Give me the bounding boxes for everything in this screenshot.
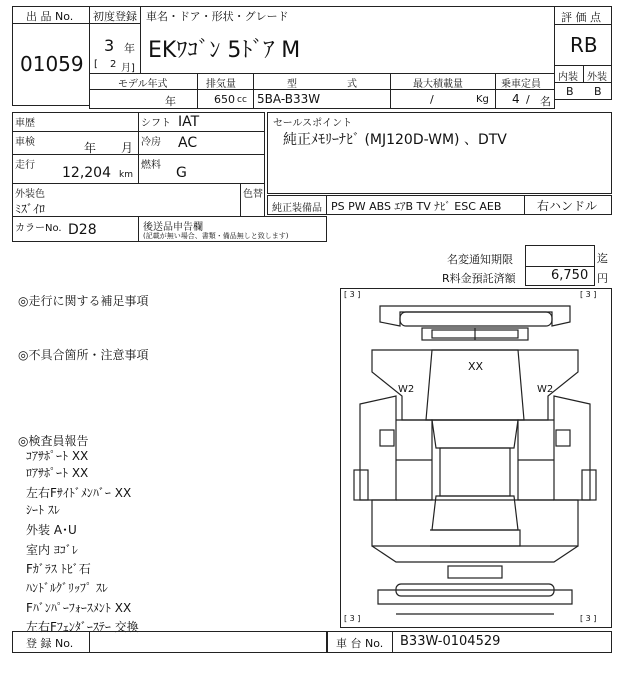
rear-body (372, 500, 578, 546)
rear-bumper (378, 590, 572, 604)
model-label-2: 式 (347, 79, 357, 90)
registration-label: 登 録 No. (26, 637, 74, 650)
license-plate (448, 566, 502, 578)
report-line: ﾊﾝﾄﾞﾙｸﾞﾘｯﾌﾟ ｽﾚ (26, 581, 108, 595)
name-change-label: 名変通知期限 (447, 253, 513, 266)
shift-label: シフト (141, 118, 171, 129)
roof (440, 448, 510, 496)
corner-label-top-right: [ 3 ] (580, 290, 597, 299)
shift-value: IAT (178, 114, 200, 130)
fuel-label: 燃料 (141, 160, 161, 171)
mileage-value: 12,204 (62, 165, 111, 181)
displacement-unit: cc (237, 95, 247, 105)
report-line: 左右Fﾌｪﾝﾀﾞｰｽﾃｰ 交換 (26, 620, 139, 634)
model-label: 型 (287, 79, 297, 90)
report-line: 左右Fｻｲﾄﾞﾒﾝﾊﾞｰ XX (26, 486, 132, 500)
car-name-label: 車名・ドア・形状・グレード (146, 10, 289, 23)
report-line: Fﾊﾞﾝﾊﾟｰﾌｫｰｽﾒﾝﾄ XX (26, 601, 132, 615)
right-step (582, 470, 596, 500)
right-mirror (556, 430, 570, 446)
left-body (360, 396, 396, 500)
lot-label: 出 品 No. (26, 10, 74, 23)
capacity-unit: 名 (540, 95, 551, 108)
inspection-month: 月 (121, 141, 134, 155)
fuel-value: G (176, 165, 187, 181)
first-reg-month: 2 (110, 59, 117, 70)
eval-label: 評 価 点 (561, 11, 601, 24)
exterior-label: 外装 (587, 72, 607, 83)
inspection-label: 車検 (15, 137, 35, 148)
equipment-label: 純正装備品 (272, 203, 322, 214)
first-reg-month-unit: 月] (121, 63, 135, 74)
report-line: Fｶﾞﾗｽ ﾄﾋﾞ石 (26, 562, 91, 576)
model-year-unit: 年 (165, 95, 176, 108)
exterior-grade: B (594, 85, 602, 98)
front-bumper-inner (400, 312, 552, 326)
load-slash: / (430, 93, 434, 106)
interior-grade: B (566, 85, 574, 98)
first-reg-label: 初度登録 (93, 10, 137, 23)
hood-damage-mark: XX (468, 360, 484, 373)
color-no-value: D28 (68, 222, 97, 238)
car-name: EKﾜｺﾞﾝ 5ﾄﾞｱ M (148, 38, 301, 63)
first-reg-month-open: [ (94, 59, 98, 70)
mileage-label: 走行 (15, 160, 35, 171)
report-line: 外装 A･U (26, 523, 77, 537)
displacement-label: 排気量 (206, 79, 236, 90)
max-load-label: 最大積載量 (413, 79, 463, 90)
recycle-unit: 円 (597, 272, 608, 285)
color-value: ﾐｽﾞｲﾛ (15, 202, 46, 216)
first-reg-year-unit: 年 (124, 42, 135, 55)
color-change-label: 色替 (243, 189, 263, 200)
capacity-label: 乗車定員 (501, 79, 541, 90)
first-reg-year: 3 (104, 36, 115, 55)
name-change-unit: 迄 (597, 252, 608, 265)
rear-hatch (430, 530, 520, 546)
mileage-unit: km (119, 170, 133, 180)
displacement-value: 650 (214, 93, 235, 106)
sales-point-title: セールスポイント (273, 118, 353, 129)
sales-point-text: 純正ﾒﾓﾘｰﾅﾋﾞ (MJ120D-WM) 、DTV (283, 132, 507, 148)
corner-label-bottom-right: [ 3 ] (580, 614, 597, 623)
report-line: ｺｱｻﾎﾟｰﾄ XX (26, 449, 89, 463)
left-mirror (380, 430, 394, 446)
model-year-label: モデル年式 (118, 79, 168, 90)
corner-label-top-left: [ 3 ] (344, 290, 361, 299)
history-label: 車歴 (15, 118, 35, 129)
color-label: 外装色 (15, 189, 45, 200)
model-code: 5BA-B33W (257, 92, 321, 106)
declaration-note: (記載が無い場合、書類・備品無しと致します) (143, 232, 289, 240)
left-step (354, 470, 368, 500)
inspection-year: 年 (84, 141, 97, 155)
chassis-number: B33W-0104529 (400, 634, 501, 649)
left-damage-mark: W2 (398, 384, 415, 395)
driving-notes-title: ◎走行に関する補足事項 (18, 294, 149, 308)
defects-title: ◎不具合箇所・注意事項 (18, 348, 149, 362)
capacity-value: 4 (512, 92, 520, 106)
rear-fenders (372, 546, 578, 562)
capacity-sep: / (526, 93, 530, 106)
eval-score: RB (570, 33, 598, 57)
chassis-label: 車 台 No. (336, 637, 384, 650)
windshield (432, 420, 518, 448)
lot-number: 01059 (20, 52, 84, 76)
declaration-label: 後送品申告欄 (143, 222, 203, 233)
corner-label-bottom-left: [ 3 ] (344, 614, 361, 623)
recycle-label: R料金預託済額 (442, 272, 516, 285)
right-body (554, 396, 590, 500)
drive-side: 右ハンドル (537, 199, 598, 213)
equipment-items: PS PW ABS ｴｱB TV ﾅﾋﾞ ESC AEB (331, 200, 502, 213)
aircon-value: AC (178, 135, 198, 151)
load-unit: Kg (476, 94, 489, 105)
aircon-label: 冷房 (141, 137, 161, 148)
color-no-label: カラーNo. (15, 223, 62, 234)
recycle-value: 6,750 (551, 268, 589, 283)
inspector-report-title: ◎検査員報告 (18, 434, 89, 448)
report-line: 室内 ﾖｺﾞﾚ (26, 543, 78, 557)
report-line: ﾛｱｻﾎﾟｰﾄ XX (26, 466, 89, 480)
interior-label: 内装 (558, 72, 578, 83)
front-bumper-outline (380, 306, 570, 326)
report-line: ｼｰﾄ ｽﾚ (26, 503, 60, 517)
rear-window (432, 496, 518, 530)
right-damage-mark: W2 (537, 384, 554, 395)
